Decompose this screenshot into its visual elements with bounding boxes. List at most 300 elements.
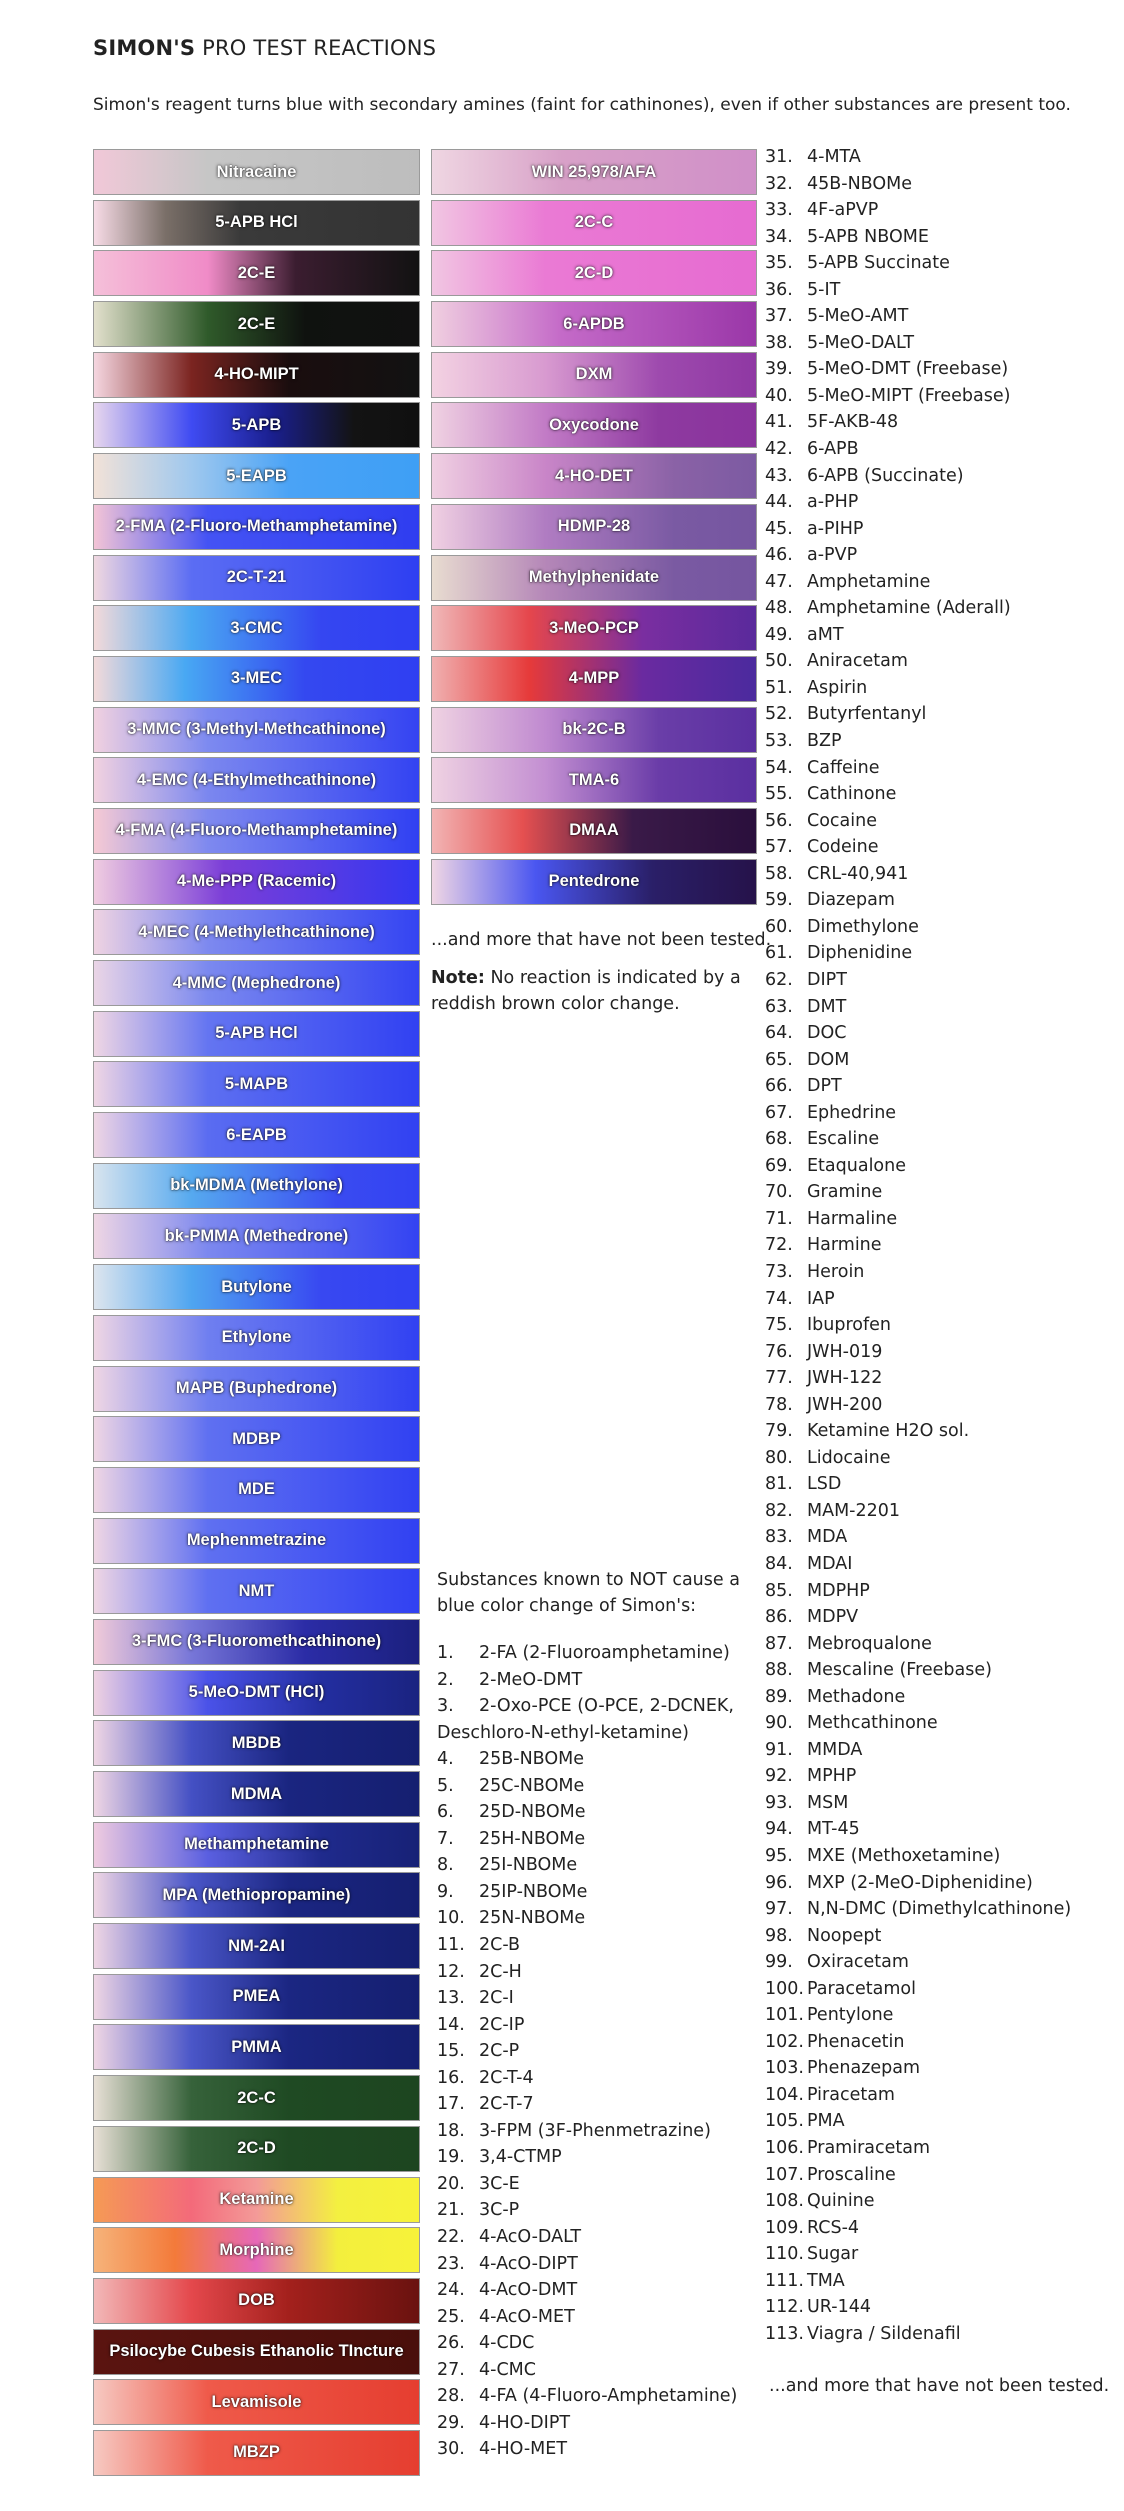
swatch-label: 2C-T-21: [226, 568, 287, 586]
color-swatch: [93, 2430, 420, 2476]
list-item-text: Paracetamol: [807, 1978, 916, 1999]
note-label: Note:: [431, 968, 485, 988]
list-item-text: DOC: [807, 1023, 847, 1044]
list-item-number: 83.: [765, 1527, 793, 1548]
list-item-number: 64.: [765, 1023, 793, 1044]
swatch-label: NM-2AI: [228, 1936, 285, 1955]
list-item: [437, 1879, 767, 1906]
list-item-number: 65.: [765, 1049, 793, 1070]
swatch-label: bk-PMMA (Methedrone): [164, 1226, 349, 1245]
color-swatch: [93, 1974, 420, 2020]
list-item: [437, 1905, 767, 1932]
list-item: [765, 1100, 1120, 1127]
color-swatch: [431, 859, 757, 905]
color-swatch: [93, 1366, 420, 1412]
swatch-label: 4-FMA (4-Fluoro-Methamphetamine): [115, 821, 398, 840]
color-swatch: [431, 453, 757, 499]
color-swatch: [93, 960, 420, 1006]
color-swatch: [93, 1213, 420, 1259]
list-item-number: 73.: [765, 1261, 793, 1282]
list-item-number: 37.: [765, 306, 793, 327]
list-item-number: 51.: [765, 677, 793, 698]
list-item-text: MPHP: [807, 1766, 857, 1787]
list-item: [765, 940, 1120, 967]
list-item: [437, 1799, 767, 1826]
list-item-text: 2C-IP: [479, 2014, 525, 2035]
list-item: [765, 2162, 1120, 2189]
swatch-label: Mephenmetrazine: [186, 1531, 327, 1550]
list-item-number: 96.: [765, 1872, 793, 1893]
list-item-text: 25IP-NBOMe: [479, 1881, 588, 1902]
list-item-number: 105.: [765, 2111, 804, 2132]
list-item-text: PMA: [807, 2111, 845, 2132]
swatch-label: 4-MEC (4-Methylethcathinone): [138, 922, 375, 941]
list-item-text: Ibuprofen: [807, 1315, 892, 1336]
list-item-number: 20.: [437, 2173, 465, 2194]
list-item-text: aMT: [807, 624, 844, 645]
list-item: [765, 887, 1120, 914]
list-item-number: 94.: [765, 1819, 793, 1840]
list-item-text: 3-FPM (3F-Phenmetrazine): [479, 2120, 711, 2141]
list-item-number: 55.: [765, 784, 793, 805]
swatch-label: 2C-E: [237, 314, 276, 333]
color-swatch: [93, 2024, 420, 2070]
list-item-text: Codeine: [807, 837, 879, 858]
list-item-text: 4-CDC: [479, 2333, 535, 2354]
swatch-label: 4-HO-MIPT: [214, 365, 299, 384]
list-item-number: 15.: [437, 2041, 465, 2062]
list-item-text: JWH-122: [807, 1368, 883, 1389]
list-item-text: 5-MeO-MIPT (Freebase): [807, 385, 1011, 406]
list-item-number: 28.: [437, 2386, 465, 2407]
color-swatch: [431, 402, 757, 448]
list-item-text: Phenazepam: [807, 2058, 921, 2079]
list-item-text: MAM-2201: [807, 1500, 901, 1521]
list-item: [765, 1392, 1120, 1419]
color-swatch: [93, 808, 420, 854]
list-item: [765, 914, 1120, 941]
list-item: [765, 1047, 1120, 1074]
color-swatch: [93, 301, 420, 347]
list-item: [765, 542, 1120, 569]
list-item: [765, 144, 1120, 171]
color-swatch: [431, 656, 757, 702]
swatch-label: 4-HO-DET: [555, 466, 633, 485]
list-item-text: Piracetam: [807, 2084, 895, 2105]
list-item-text: DIPT: [807, 969, 847, 990]
list-item: [437, 1932, 767, 1959]
list-item-number: 53.: [765, 731, 793, 752]
list-item: [765, 808, 1120, 835]
list-item: [765, 755, 1120, 782]
list-item: [765, 1418, 1120, 1445]
list-item: [765, 1471, 1120, 1498]
list-item-number: 7.: [437, 1828, 454, 1849]
color-swatch: [431, 149, 757, 195]
list-item-number: 81.: [765, 1474, 793, 1495]
list-item: [765, 834, 1120, 861]
swatch-label: 3-MMC (3-Methyl-Methcathinone): [127, 720, 386, 739]
swatch-label: Levamisole: [211, 2392, 302, 2411]
list-item-number: 107.: [765, 2164, 804, 2185]
list-item-number: 68.: [765, 1129, 793, 1150]
color-swatch: [93, 2329, 420, 2375]
list-item-number: 34.: [765, 226, 793, 247]
list-item-text: MT-45: [807, 1819, 860, 1840]
list-item-text: 4-HO-DIPT: [479, 2412, 571, 2433]
swatch-label: MDBP: [232, 1429, 281, 1448]
list-item-number: 84.: [765, 1553, 793, 1574]
list-item-number: 63.: [765, 996, 793, 1017]
color-swatch: [93, 2177, 420, 2223]
list-item: [765, 1312, 1120, 1339]
list-item: [437, 1746, 767, 1773]
color-swatch: [93, 656, 420, 702]
list-item-text: Methadone: [807, 1686, 906, 1707]
swatch-label: 2C-C: [237, 2088, 276, 2107]
list-item-text: 2C-T-7: [479, 2094, 534, 2115]
list-item: [437, 2144, 767, 2171]
list-item-number: 59.: [765, 890, 793, 911]
list-item: [437, 2330, 767, 2357]
list-item-number: 19.: [437, 2147, 465, 2168]
list-item: [765, 1179, 1120, 1206]
swatch-label: 3-FMC (3-Fluoromethcathinone): [131, 1632, 382, 1651]
list-item-text: 6-APB (Succinate): [807, 465, 964, 486]
list-item-number: 88.: [765, 1660, 793, 1681]
list-item: [437, 2197, 767, 2224]
list-item-number: 42.: [765, 439, 793, 460]
list-item: [437, 1773, 767, 1800]
list-item-text: Diazepam: [807, 890, 895, 911]
list-item-text: 25C-NBOMe: [479, 1775, 585, 1796]
list-item-text: 5-MeO-AMT: [807, 306, 909, 327]
list-item-number: 79.: [765, 1421, 793, 1442]
list-item: [765, 1365, 1120, 1392]
color-swatch: [93, 1416, 420, 1462]
list-item-number: 6.: [437, 1802, 454, 1823]
list-item: [765, 1551, 1120, 1578]
swatch-label: 4-MMC (Mephedrone): [172, 973, 341, 992]
list-item-text: Noopept: [807, 1925, 882, 1946]
list-item: [765, 1976, 1120, 2003]
list-item: [765, 516, 1120, 543]
swatch-label: 3-MeO-PCP: [549, 618, 639, 637]
list-item-number: 57.: [765, 837, 793, 858]
swatch-label: Morphine: [219, 2240, 294, 2259]
swatch-label: TMA-6: [568, 770, 620, 789]
list-item-text: Pentylone: [807, 2005, 894, 2026]
swatch-label: 2C-C: [574, 213, 614, 232]
list-item-text: UR-144: [807, 2297, 871, 2318]
swatch-label: Methylphenidate: [528, 568, 660, 586]
swatch-label: DOB: [238, 2291, 275, 2310]
list-item-number: 35.: [765, 253, 793, 274]
not-cause-list: [437, 1640, 767, 2463]
list-item-text: 4-CMC: [479, 2359, 536, 2380]
color-swatch: [93, 1720, 420, 1766]
swatch-label: Ketamine: [219, 2190, 294, 2208]
list-item-text: Aspirin: [807, 677, 868, 698]
list-item: [765, 1949, 1120, 1976]
list-item-text: 25D-NBOMe: [479, 1802, 586, 1823]
list-item-number: 86.: [765, 1607, 793, 1628]
list-item: [765, 250, 1120, 277]
list-item-text: 5F-AKB-48: [807, 412, 899, 433]
list-item-text: MXE (Methoxetamine): [807, 1846, 1001, 1866]
list-item-text: 3C-E: [479, 2173, 520, 2194]
list-item-number: 91.: [765, 1739, 793, 1760]
list-item: [437, 2091, 767, 2118]
swatch-label: MDMA: [230, 1784, 283, 1803]
list-item-text: Pramiracetam: [807, 2138, 931, 2159]
list-item: [765, 648, 1120, 675]
list-item-text: RCS-4: [807, 2217, 860, 2238]
list-item-text: 25H-NBOMe: [479, 1828, 586, 1849]
list-item: [765, 1790, 1120, 1817]
list-item-number: 50.: [765, 651, 793, 672]
list-item-number: 103.: [765, 2058, 804, 2079]
color-swatch: [431, 555, 757, 601]
list-item-number: 112.: [765, 2297, 804, 2318]
list-item: [437, 2357, 767, 2384]
swatch-label: Nitracaine: [216, 162, 297, 181]
swatch-label: 2C-D: [237, 2139, 276, 2158]
list-item-number: 14.: [437, 2014, 465, 2035]
list-item: [765, 2082, 1120, 2109]
not-cause-list-continued: [765, 144, 1120, 2347]
list-item-text: Heroin: [807, 1261, 865, 1282]
intro-text: Simon's reagent turns blue with secondary amines (faint for cathinones), even if other substances are present too.: [93, 95, 1071, 115]
color-swatch: [93, 504, 420, 550]
color-swatch: [93, 1771, 420, 1817]
list-item: [437, 2383, 767, 2410]
list-item-number: 71.: [765, 1208, 793, 1229]
list-item: [765, 967, 1120, 994]
note-body: No reaction is indicated by a reddish brown color change.: [431, 968, 741, 1014]
list-item-text: Harmaline: [807, 1208, 898, 1229]
color-swatch: [431, 352, 757, 398]
list-item-text: 5-MeO-DALT: [807, 332, 915, 353]
list-item: [765, 2294, 1120, 2321]
list-item: [437, 2436, 767, 2463]
list-item-number: 43.: [765, 465, 793, 486]
list-item-number: 30.: [437, 2439, 465, 2460]
list-item-text: Oxiracetam: [807, 1952, 909, 1973]
list-item: [437, 1667, 767, 1694]
swatch-label: Ethylone: [221, 1328, 292, 1347]
swatch-label: bk-2C-B: [562, 720, 626, 739]
list-item-text: Viagra / Sildenafil: [807, 2323, 961, 2344]
list-item: [765, 171, 1120, 198]
list-item-number: 38.: [765, 332, 793, 353]
swatch-label: bk-MDMA (Methylone): [170, 1176, 343, 1195]
list-item-text: MDPHP: [807, 1580, 870, 1601]
list-item-number: 100.: [765, 1978, 804, 1999]
list-item-number: 62.: [765, 969, 793, 990]
list-item: [765, 1870, 1120, 1897]
list-item-number: 109.: [765, 2217, 804, 2238]
color-swatch: [93, 1061, 420, 1107]
list-item: [437, 1985, 767, 2012]
list-item-number: 29.: [437, 2412, 465, 2433]
color-swatch: [431, 200, 757, 246]
list-item-text: 25N-NBOMe: [479, 1908, 586, 1929]
list-item-number: 90.: [765, 1713, 793, 1734]
swatch-label: 5-EAPB: [226, 466, 287, 485]
list-item-number: 60.: [765, 916, 793, 937]
list-item-text: Cathinone: [807, 784, 897, 805]
color-swatch: [93, 2227, 420, 2273]
swatch-label: DXM: [575, 365, 613, 384]
list-item-number: 21.: [437, 2200, 465, 2221]
list-item-number: 108.: [765, 2191, 804, 2212]
swatch-label: WIN 25,978/AFA: [531, 162, 657, 181]
swatch-label: 5-APB HCl: [215, 1024, 298, 1043]
list-item: [765, 1657, 1120, 1684]
list-item: [765, 409, 1120, 436]
list-item-text: 5-APB NBOME: [807, 226, 929, 247]
list-item-number: 72.: [765, 1235, 793, 1256]
color-swatch: [93, 1315, 420, 1361]
list-item-number: 2.: [437, 1669, 454, 1690]
list-item: [437, 2410, 767, 2437]
list-item: [765, 2002, 1120, 2029]
list-item-number: 97.: [765, 1899, 793, 1920]
list-item: [765, 356, 1120, 383]
color-swatch: [93, 1670, 420, 1716]
list-item-text: a-PHP: [807, 492, 859, 513]
not-cause-heading: Substances known to NOT cause a blue color change of Simon's:: [437, 1570, 740, 1616]
list-item-number: 48.: [765, 598, 793, 619]
list-item: [765, 2188, 1120, 2215]
swatch-label: PMMA: [231, 2037, 282, 2056]
list-item: [765, 2241, 1120, 2268]
color-swatch: [93, 2075, 420, 2121]
list-item-text: BZP: [807, 731, 842, 752]
list-item: [765, 622, 1120, 649]
list-item-number: 24.: [437, 2280, 465, 2301]
list-item-number: 111.: [765, 2270, 804, 2291]
swatch-label: 4-MPP: [568, 669, 620, 688]
swatch-label: 2C-D: [574, 263, 614, 282]
list-item-number: 89.: [765, 1686, 793, 1707]
list-item-text: 2C-P: [479, 2041, 520, 2062]
list-item-text: DMT: [807, 996, 847, 1017]
list-item-number: 44.: [765, 492, 793, 513]
list-item: [437, 1959, 767, 1986]
color-swatch: [93, 1619, 420, 1665]
list-item: [765, 569, 1120, 596]
swatch-label: 5-MeO-DMT (HCl): [188, 1683, 325, 1702]
list-item-text: Diphenidine: [807, 943, 913, 964]
list-item-number: 23.: [437, 2253, 465, 2274]
list-item-text: 4-MTA: [807, 147, 861, 167]
list-item-number: 33.: [765, 200, 793, 221]
list-item-text: 2C-B: [479, 1935, 521, 1956]
list-item-text: 4-HO-MET: [479, 2439, 568, 2460]
swatch-label: PMEA: [232, 1987, 281, 2006]
list-item-number: 1.: [437, 1643, 454, 1663]
list-item: [765, 994, 1120, 1021]
swatch-label: HDMP-28: [557, 517, 631, 536]
color-swatch: [93, 909, 420, 955]
color-swatch: [431, 808, 757, 854]
list-item: [765, 861, 1120, 888]
list-item: [765, 383, 1120, 410]
list-item-number: 13.: [437, 1988, 465, 2009]
list-item-number: 66.: [765, 1076, 793, 1097]
list-item: [765, 1126, 1120, 1153]
list-item-number: 52.: [765, 704, 793, 725]
list-item: [765, 1684, 1120, 1711]
list-item-number: 104.: [765, 2084, 804, 2105]
list-item-number: 69.: [765, 1155, 793, 1176]
list-item-text: 2-Oxo-PCE (O-PCE, 2-DCNEK, Deschloro-N-ethyl-ketamine): [437, 1696, 734, 1743]
color-swatch: [431, 504, 757, 550]
list-item-text: TMA: [807, 2270, 845, 2291]
reaction-swatches-column-1: [93, 149, 420, 2481]
list-item-number: 45.: [765, 518, 793, 539]
list-item-text: 4-AcO-MET: [479, 2306, 575, 2327]
list-item-text: DOM: [807, 1049, 850, 1070]
swatch-label: 2C-E: [237, 263, 276, 282]
list-item-number: 93.: [765, 1792, 793, 1813]
list-item-number: 22.: [437, 2227, 465, 2248]
list-item-text: Caffeine: [807, 757, 880, 778]
list-item-number: 76.: [765, 1341, 793, 1362]
swatch-label: 6-APDB: [563, 314, 625, 333]
list-item-text: 25I-NBOMe: [479, 1855, 578, 1876]
list-item-number: 74.: [765, 1288, 793, 1309]
page-title: [93, 36, 436, 60]
swatch-label: 6-EAPB: [226, 1125, 287, 1144]
list-item-number: 46.: [765, 545, 793, 566]
list-item-text: Butyrfentanyl: [807, 704, 927, 725]
list-item: [765, 1843, 1120, 1870]
swatch-label: 5-APB HCl: [215, 213, 298, 232]
list-item-number: 18.: [437, 2120, 465, 2141]
list-item-text: MXP (2-MeO-Diphenidine): [807, 1872, 1033, 1893]
color-swatch: [93, 352, 420, 398]
color-swatch: [93, 707, 420, 753]
color-swatch: [431, 250, 757, 296]
list-item-number: 110.: [765, 2244, 804, 2265]
list-item-number: 87.: [765, 1633, 793, 1654]
list-item: [765, 1286, 1120, 1313]
list-item-text: JWH-019: [807, 1341, 883, 1362]
list-item-text: 5-IT: [807, 279, 841, 300]
list-item-text: Etaqualone: [807, 1155, 906, 1176]
swatch-label: MDE: [238, 1480, 275, 1499]
list-item-number: 92.: [765, 1766, 793, 1787]
list-item-number: 27.: [437, 2359, 465, 2380]
list-item-text: Proscaline: [807, 2164, 896, 2185]
swatch-label: Butylone: [221, 1277, 292, 1296]
list-item-number: 4.: [437, 1749, 454, 1770]
list-item: [765, 595, 1120, 622]
list-item: [765, 1604, 1120, 1631]
list-item-number: 101.: [765, 2005, 804, 2026]
page-title-rest: PRO TEST REACTIONS: [195, 36, 437, 60]
list-item-number: 39.: [765, 359, 793, 380]
list-item-text: 4-FA (4-Fluoro-Amphetamine): [479, 2386, 738, 2407]
list-item-number: 3.: [437, 1696, 454, 1717]
swatch-label: Pentedrone: [548, 872, 640, 891]
list-item: [437, 2065, 767, 2092]
list-item-number: 70.: [765, 1182, 793, 1203]
color-swatch: [93, 149, 420, 195]
